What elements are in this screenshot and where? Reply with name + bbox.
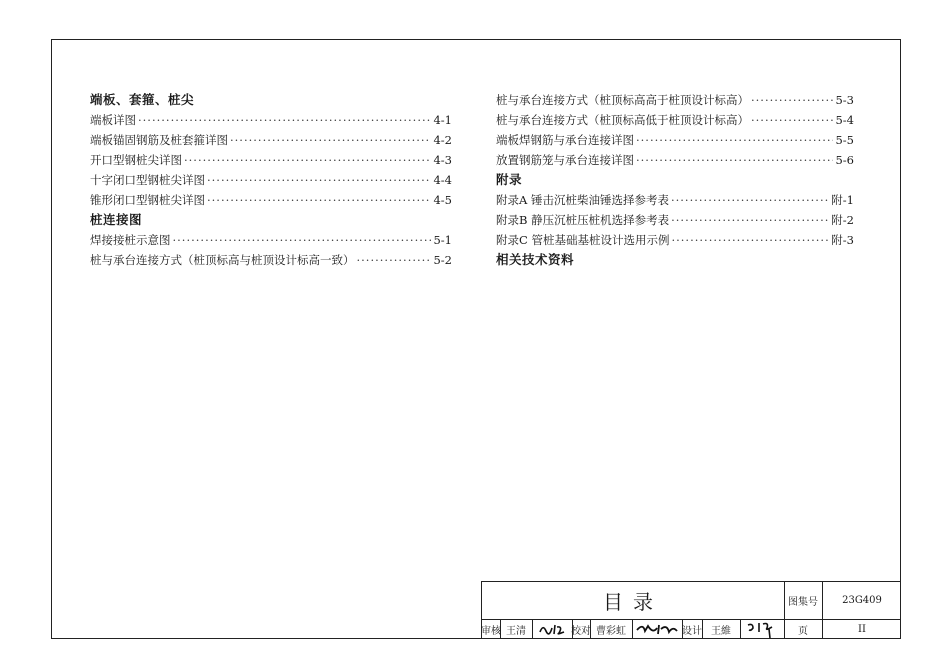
toc-entry-page: 4-2 xyxy=(433,133,452,147)
toc-entry[interactable] xyxy=(90,250,452,270)
toc-entry-title: 端板锚固钢筋及桩套箍详图 xyxy=(90,133,228,147)
toc-entry-page: 5-3 xyxy=(835,93,854,107)
toc-entry-page: 4-3 xyxy=(433,153,452,167)
toc-entry-title: 附录A 锤击沉桩柴油锤选择参考表 xyxy=(496,193,669,207)
toc-entry-page: 附-2 xyxy=(831,213,854,227)
dot-leader xyxy=(751,110,833,130)
toc-entry-page: 4-5 xyxy=(433,193,452,207)
related-docs-heading: 相关技术资料 xyxy=(496,252,575,267)
review-label: 审核 xyxy=(481,625,501,637)
toc-entry[interactable] xyxy=(496,230,854,250)
designer-name: 王維 xyxy=(711,625,731,637)
reviewer-signature xyxy=(532,619,572,639)
dot-leader xyxy=(751,90,833,110)
dot-leader xyxy=(636,150,833,170)
toc-right-column xyxy=(496,90,854,270)
section-heading: 端板、套箍、桩尖 xyxy=(90,92,195,107)
page-label: 页 xyxy=(798,625,808,637)
design-label: 设计 xyxy=(682,625,702,637)
atlas-number: 23G409 xyxy=(842,595,882,606)
toc-entry-page: 4-1 xyxy=(433,113,452,127)
toc-entry[interactable] xyxy=(90,130,452,150)
dot-leader xyxy=(184,150,431,170)
toc-entry[interactable] xyxy=(496,110,854,130)
toc-entry-page: 4-4 xyxy=(433,173,452,187)
dot-leader xyxy=(357,250,432,270)
drawing-title: 目录 xyxy=(603,590,663,614)
toc-entry-title: 附录C 管桩基础基桩设计选用示例 xyxy=(496,233,670,247)
toc-entry-page: 附-3 xyxy=(831,233,854,247)
reviewer-name: 王清 xyxy=(506,625,526,637)
toc-entry-title: 十字闭口型钢桩尖详图 xyxy=(90,173,205,187)
toc-entry-page: 5-5 xyxy=(835,133,854,147)
toc-entry-title: 开口型钢桩尖详图 xyxy=(90,153,182,167)
dot-leader xyxy=(138,110,431,130)
dot-leader xyxy=(207,170,431,190)
toc-entry-page: 5-2 xyxy=(433,253,452,267)
toc-entry-title: 桩与承台连接方式（桩顶标高高于桩顶设计标高） xyxy=(496,93,749,107)
checker-signature xyxy=(632,619,682,639)
toc-entry[interactable] xyxy=(90,230,452,250)
toc-left-column xyxy=(90,90,452,270)
toc-entry[interactable] xyxy=(496,190,854,210)
toc-entry[interactable] xyxy=(90,170,452,190)
toc-entry-page: 5-6 xyxy=(835,153,854,167)
dot-leader xyxy=(173,230,432,250)
toc-entry[interactable] xyxy=(496,150,854,170)
toc-entry-title: 附录B 静压沉桩压桩机选择参考表 xyxy=(496,213,670,227)
toc-entry-title: 端板焊钢筋与承台连接详图 xyxy=(496,133,634,147)
dot-leader xyxy=(230,130,431,150)
dot-leader xyxy=(671,190,829,210)
dot-leader xyxy=(671,230,829,250)
toc-entry[interactable] xyxy=(90,190,452,210)
toc-entry-title: 放置钢筋笼与承台连接详图 xyxy=(496,153,634,167)
designer-signature xyxy=(740,619,784,639)
dot-leader xyxy=(636,130,833,150)
toc-entry-page: 附-1 xyxy=(831,193,854,207)
toc-entry-title: 桩与承台连接方式（桩顶标高与桩顶设计标高一致） xyxy=(90,253,355,267)
toc-entry[interactable] xyxy=(496,210,854,230)
checker-name: 曹彩虹 xyxy=(596,625,626,637)
toc-entry-page: 5-1 xyxy=(433,233,452,247)
toc-entry-page: 5-4 xyxy=(835,113,854,127)
toc-entry[interactable] xyxy=(496,130,854,150)
toc-entry[interactable] xyxy=(90,110,452,130)
toc-entry-title: 桩与承台连接方式（桩顶标高低于桩顶设计标高） xyxy=(496,113,749,127)
check-label: 校对 xyxy=(571,625,591,637)
toc-entry[interactable] xyxy=(496,90,854,110)
toc-entry[interactable] xyxy=(90,150,452,170)
toc-entry-title: 端板详图 xyxy=(90,113,136,127)
toc-entry-title: 锥形闭口型钢桩尖详图 xyxy=(90,193,205,207)
atlas-number-label: 图集号 xyxy=(788,597,818,608)
title-block xyxy=(481,581,901,639)
page-number: II xyxy=(858,623,866,635)
toc-entry-title: 焊接接桩示意图 xyxy=(90,233,171,247)
appendix-heading: 附录 xyxy=(496,172,523,187)
dot-leader xyxy=(671,210,829,230)
section-heading: 桩连接图 xyxy=(90,212,143,227)
dot-leader xyxy=(207,190,431,210)
